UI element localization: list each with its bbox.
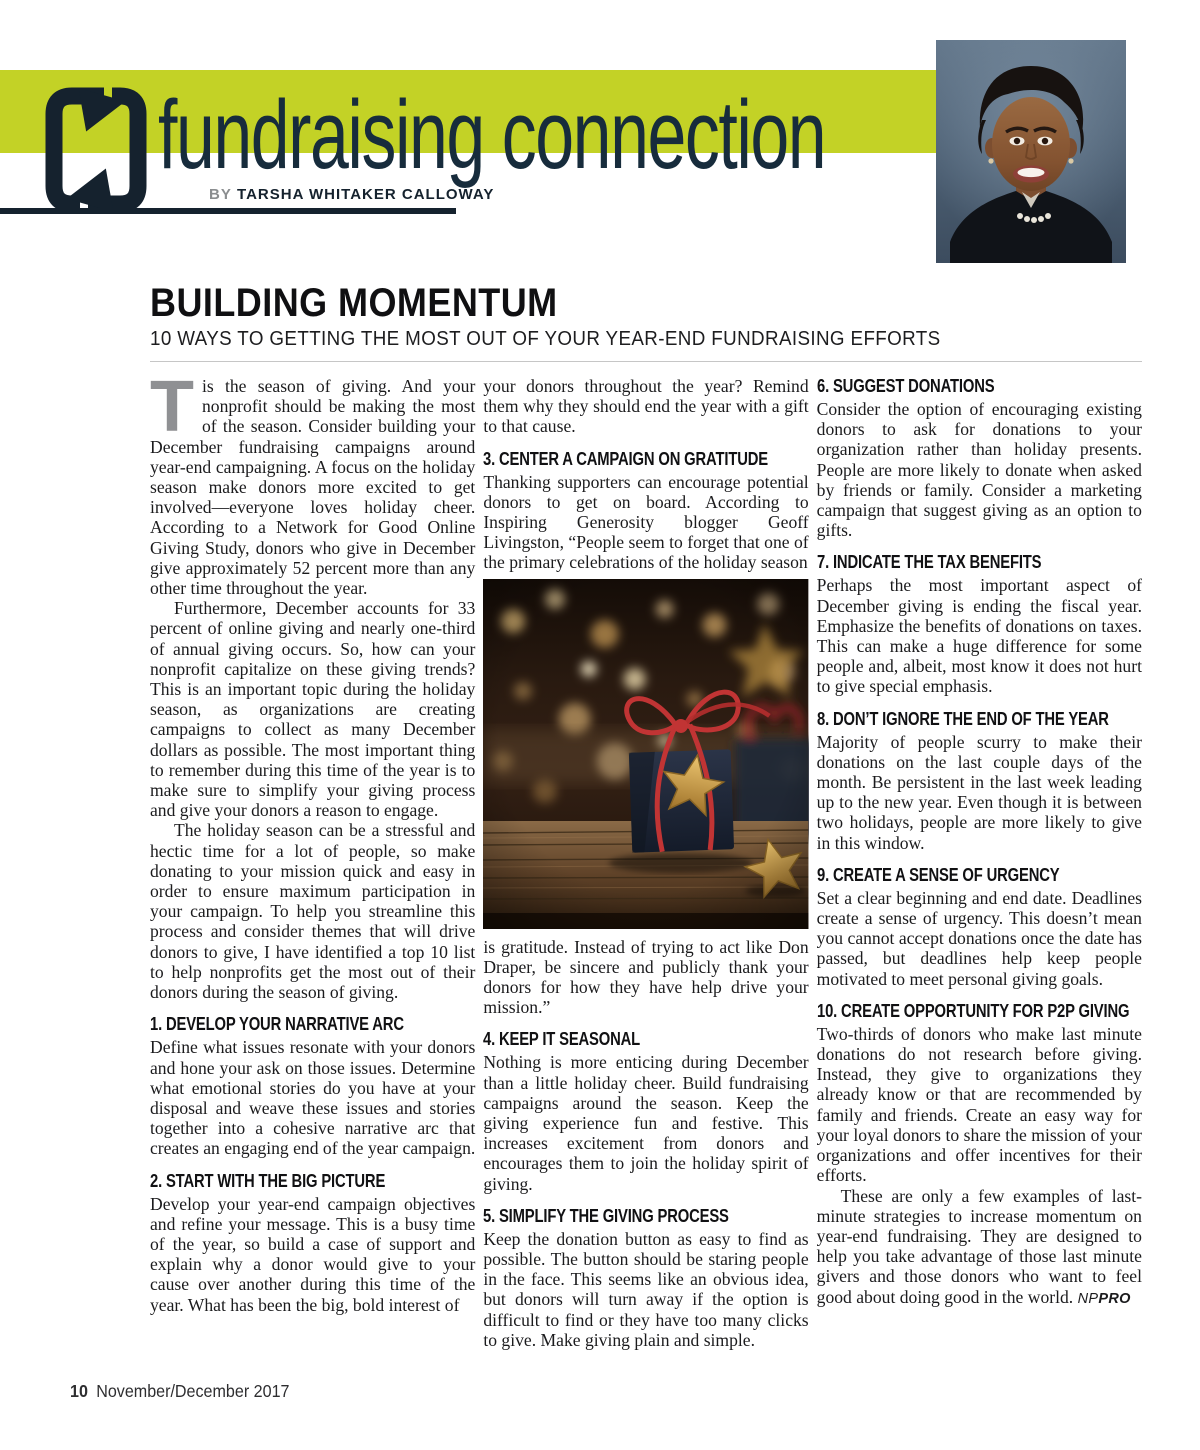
byline-author-name: TARSHA WHITAKER CALLOWAY (237, 186, 495, 203)
paragraph: Consider the option of encouraging existing donors to ask for donations to your organization rather than holiday presents. People are more likely to donate when asked by friends or family. Consider a marketing campaign that suggest giving as an option to gifts. (816, 399, 1142, 541)
section-heading: 1. DEVELOP YOUR NARRATIVE ARC (150, 1013, 404, 1035)
paragraph: The holiday season can be a stressful and hectic time for a lot of people, so make donating to your mission quick and easy in order to ensure maximum participation in your campaign. To help you streamline this process and consider themes that will drive donors to give, I have identified a top 10 list to help nonprofits get the most out of their donors during the season of giving. (150, 820, 476, 1003)
paragraph: Furthermore, December accounts for 33 percent of online giving and nearly one-third of annual giving occurs. So, how can your nonprofit capitalize on these giving trends? This is an important topic during the holiday season, as organizations are creating campaigns to collect as many December dollars as possible. The most important thing to remember during this time of the year is to make sure to simplify your giving process and give your donors a reason to engage. (150, 598, 476, 821)
paragraph: Set a clear beginning and end date. Deadlines create a sense of urgency. This doesn’t mean you cannot accept donations once the date has passed, but deadlines help keep people motivated to meet personal giving goals. (816, 887, 1142, 989)
headline-rule (150, 361, 1142, 362)
paragraph: Tis the season of giving. And your nonprofit should be making the most of the season. Consider building your December fundraising campaigns around year-end campaigning. A focus on the holiday season make donors more excited to get involved—everyone loves holiday cheer. According to a Network for Good Online Giving Study, donors who give in December give approximately 52 percent more than any other time throughout the year. (150, 367, 476, 599)
column-3 (817, 376, 1142, 1350)
section-heading: 10. CREATE OPPORTUNITY FOR P2P GIVING (816, 999, 1130, 1021)
paragraph: Nothing is more enticing during December than a little holiday cheer. Build fundraising campaigns around the season. Keep the giving experience fun and festive. This increases excitement from donors and encourages them to join the holiday spirit of giving. (483, 1052, 809, 1194)
section-heading: 4. KEEP IT SEASONAL (483, 1028, 641, 1050)
paragraph: Thanking supporters can encourage potential donors to get on board. According to Inspiring Generosity blogger Geoff Livingston, “People seem to forget that one of the primary celebrations of the holiday season (483, 471, 809, 573)
article-headline: BUILDING MOMENTUM (150, 281, 558, 325)
author-headshot-photo (936, 40, 1126, 263)
section-heading: 7. INDICATE THE TAX BENEFITS (816, 551, 1042, 573)
byline-prefix: BY (209, 186, 232, 203)
gift-bokeh-photo (483, 579, 808, 929)
paragraph: your donors throughout the year? Remind them why they should end the year with a gift to that cause. (483, 376, 809, 437)
page-footer (70, 1381, 309, 1402)
issue-date: November/December 2017 (96, 1381, 290, 1401)
cycle-arrows-icon (44, 84, 148, 216)
section-heading: 3. CENTER A CAMPAIGN ON GRATITUDE (483, 447, 769, 469)
end-tag: NPPRO (1077, 1290, 1131, 1307)
section-heading: 6. SUGGEST DONATIONS (816, 375, 995, 396)
paragraph: Keep the donation button as easy to find as possible. The button should be staring people in the face. This seems like an obvious idea, but donors will turn away if the option is difficult to find or they have too many clicks to give. Make giving plain and simple. (483, 1228, 809, 1350)
section-heading: 2. START WITH THE BIG PICTURE (150, 1169, 386, 1191)
byline (209, 186, 494, 203)
paragraph: Perhaps the most important aspect of December giving is ending the fiscal year. Emphasize the benefits of donations on taxes. This can make a huge difference for some people and, albeit, most know it does not hurt to give special emphasis. (816, 575, 1142, 697)
paragraph: Two-thirds of donors who make last minute donations do not research before giving. Instead, they give to organizations they already know or that are recommended by family and friends. Create an easy way for your loyal donors to share the mission of your organizations and offer incentives for their efforts. (816, 1023, 1142, 1186)
paragraph: Develop your year-end campaign objectives and refine your message. This is a busy time of the year, so build a case of support and explain why a donor would give to your cause over another during this time of the year. What has been the big, bold interest of (150, 1193, 476, 1315)
publication-title: fundraising connection (158, 80, 826, 189)
paragraph: Define what issues resonate with your donors and hone your ask on those issues. Determine what emotional stories do you have at your disposal and weave these issues and stories together into a cohesive narrative arc that creates an engaging end of the year campaign. (150, 1037, 476, 1159)
section-heading: 9. CREATE A SENSE OF URGENCY (816, 863, 1060, 885)
masthead-rule (0, 208, 456, 214)
column-2 (483, 376, 808, 1350)
page-number: 10 (70, 1381, 88, 1401)
section-heading: 8. DON’T IGNORE THE END OF THE YEAR (816, 707, 1109, 729)
paragraph: These are only a few examples of last-minute strategies to increase momentum on year-end fundraising. They are designed to help you take advantage of those last minute givers and those donors who want to feel good about doing good in the world. NPPRO (816, 1185, 1142, 1307)
section-heading: 5. SIMPLIFY THE GIVING PROCESS (483, 1204, 730, 1226)
column-1 (150, 367, 476, 1350)
dropcap: T (150, 367, 194, 447)
article-subtitle: 10 WAYS TO GETTING THE MOST OUT OF YOUR YEAR-END FUNDRAISING EFFORTS (150, 328, 941, 350)
paragraph: Majority of people scurry to make their donations on the last couple days of the month. Be persistent in the last week leading up to the new year. Even though it is between two holidays, people are more likely to give in this window. (816, 731, 1142, 853)
paragraph: is gratitude. Instead of trying to act like Don Draper, be sincere and publicly thank your donors for how they have help drive your mission.” (483, 936, 809, 1018)
article (150, 283, 1142, 1350)
